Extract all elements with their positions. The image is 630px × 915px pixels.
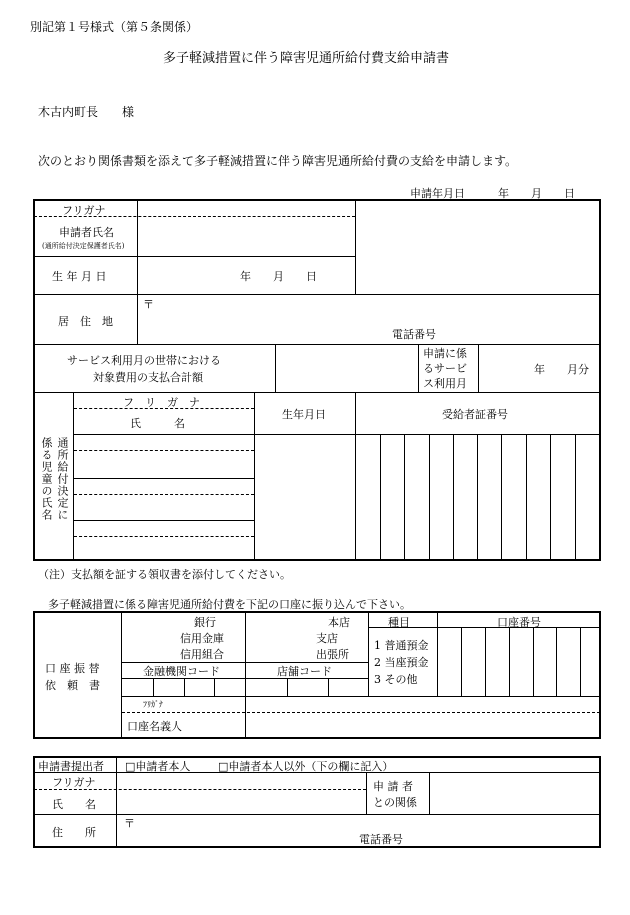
branch-code-label: 店舗コード: [277, 665, 332, 678]
bank-intro: 多子軽減措置に係る障害児通所給付費を下記の口座に振り込んで下さい。: [48, 598, 411, 611]
bank-code-label: 金融機関コード: [143, 665, 220, 678]
form-number: 別記第１号様式（第５条関係）: [30, 20, 199, 34]
bank-type-kumiai: 信用組合: [180, 648, 224, 661]
certificate-number-label: 受給者証番号: [442, 408, 508, 421]
branch-type-office: 出張所: [316, 648, 349, 661]
expense-label-1: サービス利用月の世帯における: [67, 354, 221, 367]
children-side-label-2: 係る児童の氏名: [40, 437, 53, 521]
account-holder-label: 口座名義人: [127, 720, 182, 733]
bank-side-label-2: 依 頼 書: [45, 679, 100, 692]
application-date: 申請年月日 年 月 日: [410, 187, 575, 200]
children-dob-label: 生年月日: [282, 408, 326, 421]
submitter-option-self[interactable]: □申請者本人: [125, 760, 191, 773]
relation-label-1: 申 請 者: [373, 780, 413, 793]
holder-furigana-label: ﾌﾘｶﾞﾅ: [143, 700, 163, 709]
branch-type-main: 本店: [328, 616, 350, 629]
receipt-note: （注）支払額を証する領収書を添付してください。: [38, 568, 291, 581]
service-month-label-1: 申請に係: [423, 347, 467, 360]
submitter-label: 申請書提出者: [38, 760, 104, 773]
account-type-header: 種目: [388, 616, 410, 629]
relation-label-2: との関係: [373, 796, 417, 809]
children-name-label: 氏 名: [130, 417, 185, 430]
service-month-label-2: るサービ: [423, 362, 467, 375]
applicant-furigana-label: フリガナ: [62, 204, 106, 217]
expense-label-2: 対象費用の支払合計額: [93, 371, 203, 384]
submitter-postal-mark: 〒: [124, 817, 135, 830]
dob-value: 年 月 日: [240, 270, 317, 283]
addressee: 木古内町長 様: [38, 105, 135, 119]
account-number-label: 口座番号: [497, 616, 541, 629]
dob-label: 生 年 月 日: [52, 270, 107, 283]
applicant-name-label: 申請者氏名: [59, 226, 114, 239]
bank-side-label-1: 口 座 振 替: [45, 662, 100, 675]
children-furigana-label: フ リ ガ ナ: [123, 396, 200, 409]
bank-type-bank: 銀行: [194, 616, 216, 629]
address-label: 居 住 地: [58, 315, 113, 328]
page-title: 多子軽減措置に伴う障害児通所給付費支給申請書: [163, 51, 450, 66]
account-type-current: 2 当座預金: [374, 656, 429, 669]
submitter-option-other[interactable]: □申請者本人以外（下の欄に記入）: [218, 760, 394, 773]
account-type-ordinary: 1 普通預金: [374, 639, 429, 652]
submitter-address-label: 住 所: [52, 826, 96, 839]
service-month-label-3: ス利用月: [423, 377, 467, 390]
children-side-label-1: 通所給付決定に: [56, 437, 69, 521]
account-type-other: 3 その他: [374, 673, 418, 686]
bank-type-shinkin: 信用金庫: [180, 632, 224, 645]
phone-label: 電話番号: [392, 328, 436, 341]
submitter-name-label: 氏 名: [52, 798, 96, 811]
branch-type-branch: 支店: [316, 632, 338, 645]
applicant-name-sublabel: (通所給付決定保護者氏名): [42, 242, 125, 250]
postal-mark: 〒: [143, 298, 154, 311]
intro-text: 次のとおり関係書類を添えて多子軽減措置に伴う障害児通所給付費の支給を申請します。: [38, 154, 518, 168]
service-month-value: 年 月分: [534, 363, 589, 376]
submitter-furigana-label: フリガナ: [52, 776, 96, 789]
submitter-phone-label: 電話番号: [359, 833, 403, 846]
